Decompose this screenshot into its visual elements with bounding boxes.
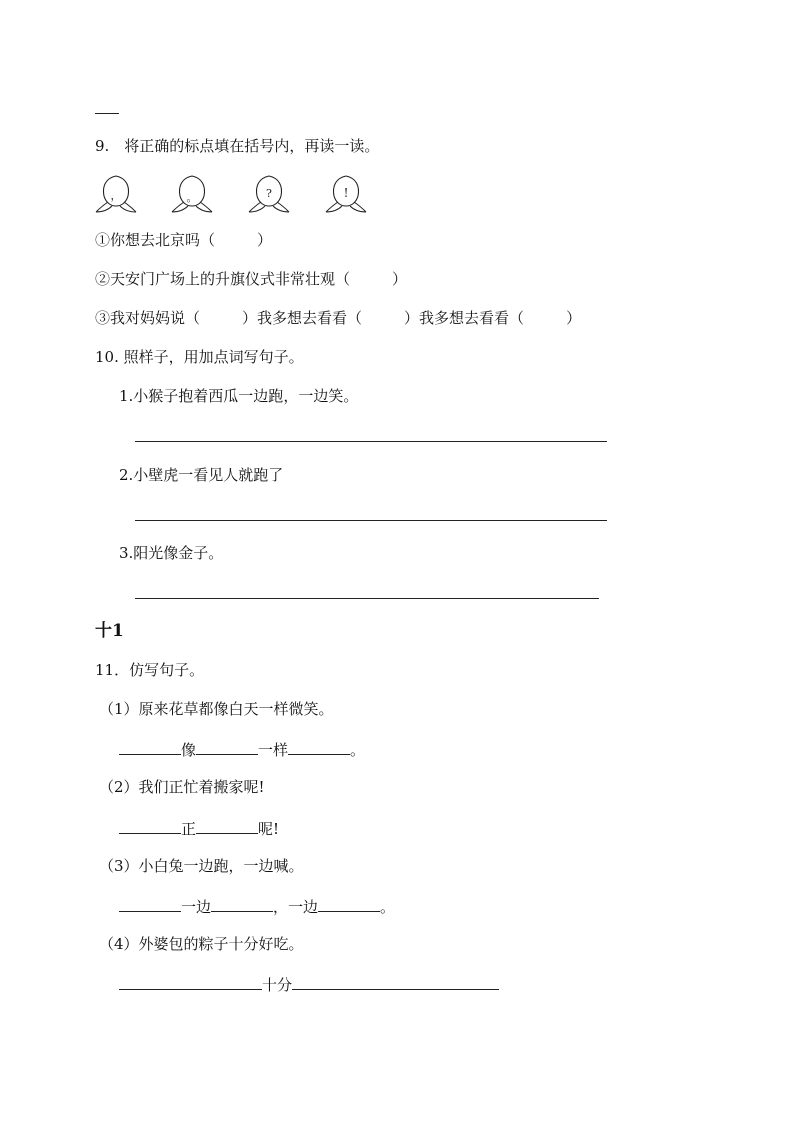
close-paren: ） (257, 231, 273, 249)
peach-comma-icon (94, 172, 138, 214)
peach-mark: ? (266, 187, 272, 200)
peach-exclamation-icon (324, 172, 368, 214)
item-text-mid: ）我多想去看看（ (242, 309, 363, 327)
item-text-mid: ）我多想去看看（ (404, 309, 525, 327)
fill-blank[interactable] (318, 895, 380, 912)
fill-word: 正 (181, 820, 197, 838)
fill-blank[interactable] (196, 738, 258, 755)
fill-blank[interactable] (119, 817, 181, 834)
fill-blank[interactable] (292, 973, 499, 990)
top-separator (95, 113, 119, 114)
peach-period-icon (170, 172, 214, 214)
fill-blank[interactable] (119, 738, 181, 755)
item-text: 我对妈妈说（ (110, 309, 201, 327)
fill-word: 。 (380, 898, 396, 916)
answer-line[interactable] (135, 441, 607, 442)
peach-mark: ! (343, 186, 349, 200)
item-number: ③ (95, 309, 111, 327)
item-text: 天安门广场上的升旗仪式非常壮观（ (110, 270, 351, 288)
q10-item-1-label: 1.小猴子抱着西瓜一边跑，一边笑。 (119, 387, 359, 405)
close-paren: ） (566, 309, 582, 327)
q11-item-3-label: （3）小白兔一边跑，一边喊。 (99, 857, 304, 875)
peach-mark: 。 (186, 191, 198, 204)
q10-item-3-label: 3.阳光像金子。 (119, 544, 224, 562)
answer-line[interactable] (135, 520, 607, 521)
q11-item-4-label: （4）外婆包的粽子十分好吃。 (99, 935, 304, 953)
peach-question-icon (247, 172, 291, 214)
fill-blank[interactable] (288, 738, 350, 755)
q10-item-2-label: 2.小壁虎一看见人就跑了 (119, 466, 284, 484)
q9-item-2 (95, 269, 407, 289)
q10-title: 10. 照样子，用加点词写句子。 (95, 348, 304, 366)
q9-item-3 (95, 308, 581, 328)
q11-item-2-fill (119, 817, 279, 839)
q9-title: 9. 将正确的标点填在括号内，再读一读。 (95, 137, 380, 155)
peach-mark: ， (110, 189, 122, 202)
q9-item-1 (95, 230, 272, 250)
item-number: ① (95, 231, 111, 249)
fill-blank[interactable] (196, 817, 258, 834)
fill-word: 。 (350, 741, 366, 759)
fill-word: ，一边 (273, 898, 319, 916)
answer-line[interactable] (135, 598, 599, 599)
fill-word: 十分 (262, 976, 293, 994)
q11-item-1-label: （1）原来花草都像白天一样微笑。 (99, 700, 334, 718)
fill-blank[interactable] (119, 973, 262, 990)
fill-blank[interactable] (211, 895, 273, 912)
fill-word: 像 (181, 741, 197, 759)
q11-item-1-fill (119, 738, 365, 760)
fill-blank[interactable] (119, 895, 181, 912)
fill-word: 一边 (181, 898, 212, 916)
q11-item-2-label: （2）我们正忙着搬家呢! (99, 778, 265, 796)
item-number: ② (95, 270, 111, 288)
section-heading: 十1 (95, 621, 124, 641)
close-paren: ） (392, 270, 408, 288)
item-text: 你想去北京吗（ (110, 231, 216, 249)
fill-word: 呢! (258, 820, 280, 838)
fill-word: 一样 (258, 741, 289, 759)
q11-item-4-fill (119, 973, 499, 995)
q11-title: 11．仿写句子。 (95, 661, 205, 679)
q11-item-3-fill (119, 895, 395, 917)
